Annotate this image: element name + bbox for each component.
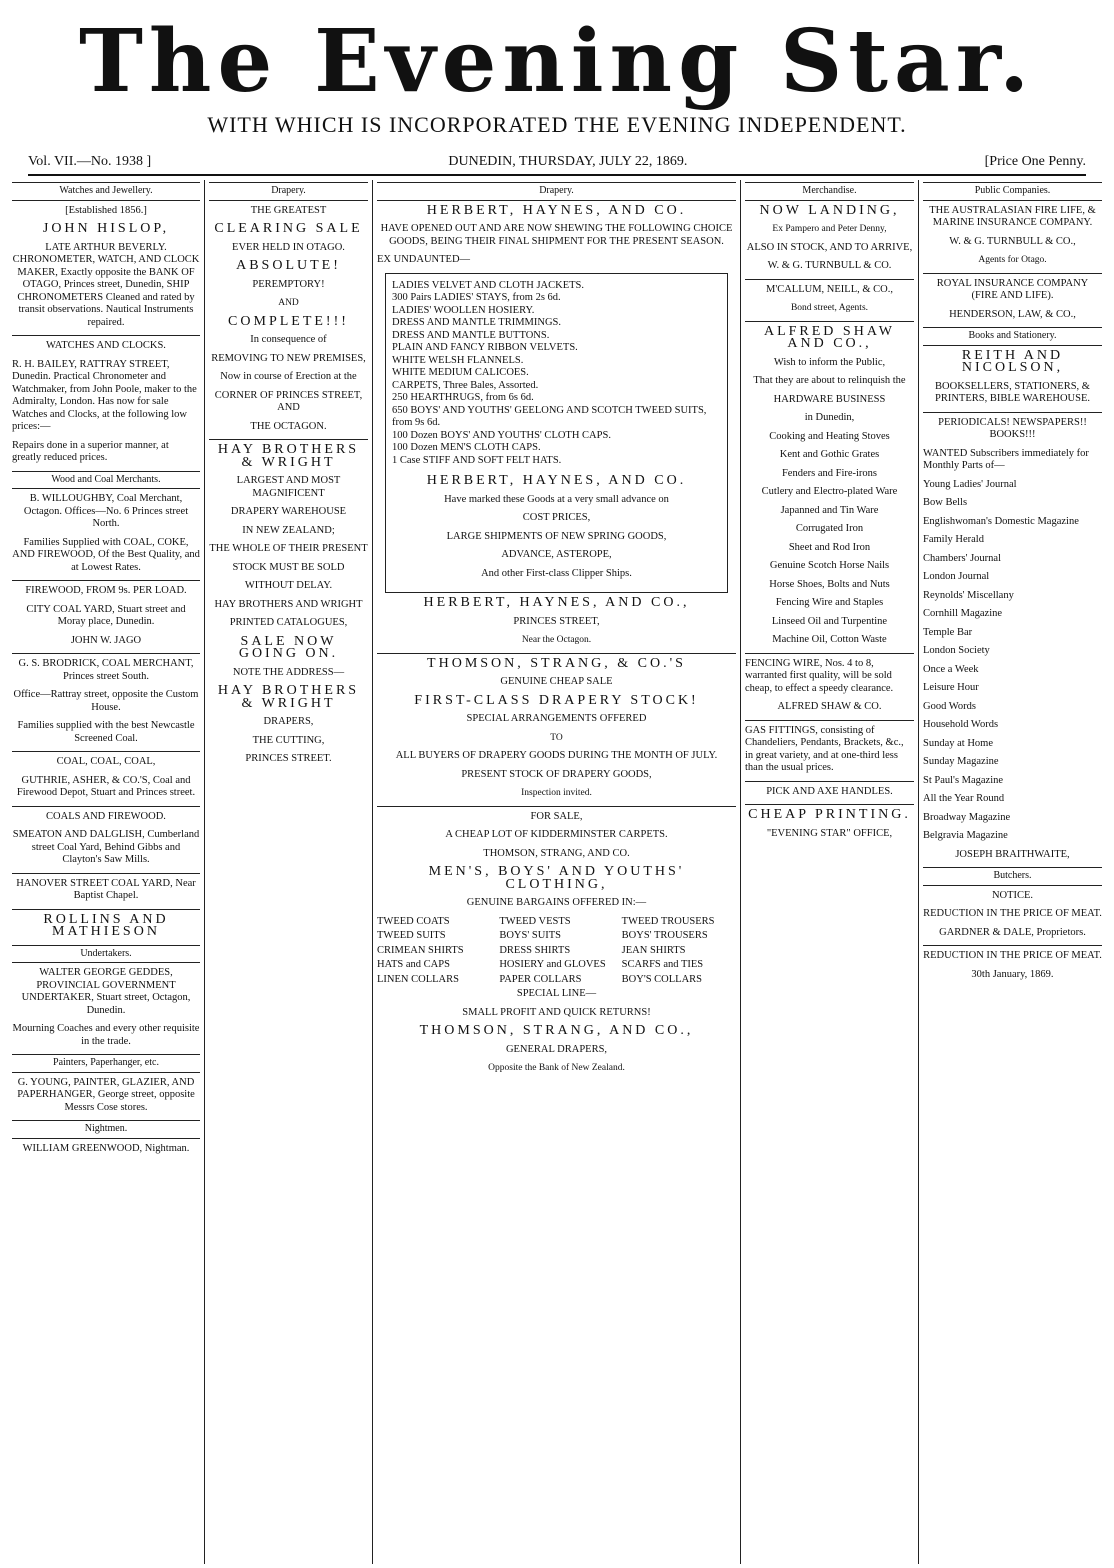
text-block: PEREMPTORY! xyxy=(252,278,325,290)
text-block: STOCK MUST BE SOLD xyxy=(232,561,345,573)
text-block: And other First-class Clipper Ships. xyxy=(481,567,632,579)
text-block: WILLIAM GREENWOOD, Nightman. xyxy=(22,1142,190,1154)
section-head: Books and Stationery. xyxy=(923,327,1102,346)
list-item: Horse Shoes, Bolts and Nuts xyxy=(769,578,890,590)
list-item: Young Ladies' Journal xyxy=(923,478,1017,490)
text-block: GENUINE BARGAINS OFFERED IN:— xyxy=(466,897,647,908)
bargain-item: PAPER COLLARS xyxy=(499,973,582,985)
list-item: 250 HEARTHRUGS, from 6s 6d. xyxy=(392,392,534,403)
divider xyxy=(745,279,914,280)
section-head: Painters, Paperhanger, etc. xyxy=(12,1054,200,1073)
advert-heading: HERBERT, HAYNES, AND CO. xyxy=(426,202,687,218)
text-block: THE CUTTING, xyxy=(252,734,325,746)
divider xyxy=(923,273,1102,274)
list-item: Sunday at Home xyxy=(923,737,993,749)
advert-heading: THOMSON, STRANG, AND CO., xyxy=(419,1023,694,1038)
text-block: ALFRED SHAW & CO. xyxy=(777,701,882,712)
text-block: Opposite the Bank of New Zealand. xyxy=(488,1063,625,1073)
list-item: Corrugated Iron xyxy=(795,523,864,534)
section-head: Wood and Coal Merchants. xyxy=(12,471,200,490)
text-block: LARGE SHIPMENTS OF NEW SPRING GOODS, xyxy=(446,530,667,542)
text-block: "EVENING STAR" OFFICE, xyxy=(766,827,893,839)
bargain-item: LINEN COLLARS xyxy=(377,973,459,985)
advert-heading: ABSOLUTE! xyxy=(236,258,341,273)
text-block: COST PRICES, xyxy=(522,512,591,523)
text-block: Mourning Coaches and every other requisite in the trade. xyxy=(12,1023,200,1047)
text-block: SPECIAL LINE— xyxy=(516,988,597,999)
text-block: BOOKSELLERS, STATIONERS, & PRINTERS, BIBLE WAREHOUSE. xyxy=(935,380,1090,404)
text-block: REDUCTION IN THE PRICE OF MEAT. xyxy=(923,950,1102,961)
text-block: COAL, COAL, COAL, xyxy=(56,756,156,767)
text-block: PRESENT STOCK OF DRAPERY GOODS, xyxy=(461,768,652,780)
bargain-item: BOYS' TROUSERS xyxy=(621,930,708,941)
list-item: St Paul's Magazine xyxy=(923,774,1004,786)
column-3 xyxy=(372,180,740,1564)
text-block: EVER HELD IN OTAGO. xyxy=(232,241,345,253)
list-item: DRESS AND MANTLE BUTTONS. xyxy=(392,329,550,341)
text-block: 30th January, 1869. xyxy=(971,968,1054,980)
text-block: ROYAL INSURANCE COMPANY (FIRE AND LIFE). xyxy=(936,277,1089,301)
list-item: Cornhill Magazine xyxy=(923,608,1003,619)
price: [Price One Penny. xyxy=(984,154,1086,169)
text-block: THOMSON, STRANG, AND CO. xyxy=(483,847,630,859)
text-block: HANOVER STREET COAL YARD, Near Baptist Chapel. xyxy=(16,877,196,901)
text-block: HARDWARE BUSINESS xyxy=(773,393,886,405)
advert-heading: REITH AND NICOLSON, xyxy=(961,347,1064,375)
list-item: PLAIN AND FANCY RIBBON VELVETS. xyxy=(392,342,578,353)
volume-number: Vol. VII.—No. 1938 ] xyxy=(28,154,152,169)
text-block: CITY COAL YARD, Stuart street and Moray place, Dunedin. xyxy=(26,603,186,627)
text-block: In consequence of xyxy=(250,334,327,345)
text-block: That they are about to relinquish the xyxy=(753,375,906,386)
advert-heading: SALE NOW GOING ON. xyxy=(238,633,339,661)
text-block: PICK AND AXE HANDLES. xyxy=(766,785,893,797)
divider xyxy=(745,321,914,322)
section-head: Public Companies. xyxy=(923,182,1102,201)
list-item: Genuine Scotch Horse Nails xyxy=(769,560,890,571)
text-block: B. WILLOUGHBY, Coal Merchant, Octagon. Offices—No. 6 Princes street North. xyxy=(23,493,189,529)
text-block: Bond street, Agents. xyxy=(790,303,869,313)
divider xyxy=(209,439,368,440)
text-block: GARDNER & DALE, Proprietors. xyxy=(939,926,1086,938)
text-block: WITHOUT DELAY. xyxy=(244,580,333,591)
advert-heading: HERBERT, HAYNES, AND CO., xyxy=(423,595,690,610)
text-block: THE WHOLE OF THEIR PRESENT xyxy=(209,543,368,554)
advert-heading: CLEARING SALE xyxy=(214,221,363,236)
text-block: GENERAL DRAPERS, xyxy=(505,1043,608,1055)
list-item: Japanned and Tin Ware xyxy=(780,504,879,516)
text-block: Near the Octagon. xyxy=(521,635,592,645)
text-block: COALS AND FIREWOOD. xyxy=(46,810,166,822)
section-head: Butchers. xyxy=(923,867,1102,886)
list-item: Bow Bells xyxy=(923,497,968,508)
text-block: Repairs done in a superior manner, at greatly reduced prices. xyxy=(12,439,169,463)
newspaper-subtitle: WITH WHICH IS INCORPORATED THE EVENING INDEPENDENT. xyxy=(207,112,907,137)
masthead-meta xyxy=(28,148,1086,176)
text-block: REDUCTION IN THE PRICE OF MEAT. xyxy=(923,908,1102,919)
advert-heading: JOHN HISLOP, xyxy=(42,221,170,236)
section-head: Nightmen. xyxy=(12,1120,200,1139)
text-block: JOSEPH BRAITHWAITE, xyxy=(955,848,1070,860)
text-block: FOR SALE, xyxy=(530,810,583,822)
advert-heading: HERBERT, HAYNES, AND CO. xyxy=(426,473,687,488)
advert-heading: ALFRED SHAW AND CO., xyxy=(763,323,896,351)
text-block: REMOVING TO NEW PREMISES, xyxy=(211,352,366,364)
text-block: G. S. BRODRICK, COAL MERCHANT, Princes street South. xyxy=(18,658,194,682)
list-item: Machine Oil, Cotton Waste xyxy=(772,634,887,645)
list-item: 1 Case STIFF AND SOFT FELT HATS. xyxy=(392,454,562,466)
list-item: Englishwoman's Domestic Magazine xyxy=(923,515,1079,527)
text-block: SMEATON AND DALGLISH, Cumberland street Coal Yard, Behind Gibbs and Clayton's Saw Mills. xyxy=(12,829,200,865)
bargain-item: JEAN SHIRTS xyxy=(621,944,686,956)
list-item: 100 Dozen MEN'S CLOTH CAPS. xyxy=(392,442,541,453)
list-item: Once a Week xyxy=(923,663,979,675)
bargain-item: BOY'S COLLARS xyxy=(621,973,703,985)
text-block: R. H. BAILEY, RATTRAY STREET, Dunedin. Practical Chronometer and Watchmaker, from John Poole, maker to the Admiralty, London. Has now for sale Watches and Clocks, at the following low prices:— xyxy=(12,358,197,432)
list-item: Cooking and Heating Stoves xyxy=(769,430,890,442)
newspaper-title: The Evening Star. xyxy=(78,11,1036,112)
text-block: A CHEAP LOT OF KIDDERMINSTER CARPETS. xyxy=(445,829,668,840)
list-item: 300 Pairs LADIES' STAYS, from 2s 6d. xyxy=(392,292,561,303)
text-block: HAVE OPENED OUT AND ARE NOW SHEWING THE FOLLOWING CHOICE GOODS, BEING THEIR FINAL SHIPMENT FOR THE PRESENT SEASON. xyxy=(380,223,733,247)
text-block: DRAPERY WAREHOUSE xyxy=(230,506,347,517)
advert-heading: FIRST-CLASS DRAPERY STOCK! xyxy=(414,692,699,708)
text-block: FENCING WIRE, Nos. 4 to 8, warranted first quality, will be sold cheap, to effect a speedy clearance. xyxy=(745,657,894,694)
text-block: Inspection invited. xyxy=(521,788,592,798)
list-item: Fenders and Fire-irons xyxy=(781,467,878,479)
bargain-item: TWEED VESTS xyxy=(499,915,571,927)
list-item: Sunday Magazine xyxy=(923,756,999,767)
text-block: IN NEW ZEALAND; xyxy=(242,524,335,536)
section-head: Watches and Jewellery. xyxy=(12,182,200,201)
divider xyxy=(12,335,200,336)
divider xyxy=(377,806,736,807)
bargain-item: TWEED SUITS xyxy=(377,930,446,941)
text-block: THE OCTAGON. xyxy=(250,420,327,432)
text-block: W. & G. TURNBULL & CO., xyxy=(949,235,1076,247)
column-4 xyxy=(740,180,918,1564)
list-item: Leisure Hour xyxy=(923,682,979,693)
column-5 xyxy=(918,180,1106,1564)
list-item: WHITE MEDIUM CALICOES. xyxy=(392,367,529,378)
text-block: in Dunedin, xyxy=(804,412,855,423)
text-block: GENUINE CHEAP SALE xyxy=(500,676,613,687)
text-block: GAS FITTINGS, consisting of Chandeliers, Pendants, Brackets, &c., in great variety, and at one-third less than the usual prices. xyxy=(745,724,904,773)
text-block: Now in course of Erection at the xyxy=(220,371,357,382)
text-block: WANTED Subscribers immediately for Monthly Parts of— xyxy=(923,447,1089,471)
list-item: Household Words xyxy=(923,719,999,730)
advert-heading: ROLLINS AND MATHIESON xyxy=(43,911,169,939)
text-block: PRINCES STREET. xyxy=(245,753,332,764)
list-item: Cutlery and Electro-plated Ware xyxy=(761,486,898,497)
list-item: LADIES' WOOLLEN HOSIERY. xyxy=(392,304,535,316)
text-block: Ex Pampero and Peter Denny, xyxy=(772,224,887,234)
column-2 xyxy=(204,180,372,1564)
section-head: Drapery. xyxy=(377,182,736,201)
text-block: SMALL PROFIT AND QUICK RETURNS! xyxy=(462,1006,651,1018)
bargain-item: TWEED COATS xyxy=(377,915,450,927)
list-item: Kent and Gothic Grates xyxy=(779,449,880,460)
list-item: Sheet and Rod Iron xyxy=(788,541,871,553)
divider xyxy=(923,412,1102,413)
list-item: Linseed Oil and Turpentine xyxy=(771,615,888,627)
advert-heading: MEN'S, BOYS' AND YOUTHS' CLOTHING, xyxy=(428,864,685,892)
list-item: Fencing Wire and Staples xyxy=(775,597,884,608)
text-block: THE GREATEST xyxy=(250,204,327,216)
bargain-item: CRIMEAN SHIRTS xyxy=(377,944,464,956)
text-block: G. YOUNG, PAINTER, GLAZIER, AND PAPERHANGER, George street, opposite Messrs Cose stores. xyxy=(17,1076,195,1113)
divider xyxy=(12,751,200,752)
divider xyxy=(745,720,914,721)
bargain-item: TWEED TROUSERS xyxy=(621,915,715,927)
advert-heading: CHEAP PRINTING. xyxy=(748,807,911,822)
text-block: PRINTED CATALOGUES, xyxy=(229,617,348,628)
list-item: 100 Dozen BOYS' AND YOUTHS' CLOTH CAPS. xyxy=(392,429,611,441)
text-block: WATCHES AND CLOCKS. xyxy=(46,340,166,351)
section-head: Drapery. xyxy=(209,182,368,201)
list-item: Broadway Magazine xyxy=(923,811,1011,823)
text-block: LATE ARTHUR BEVERLY. CHRONOMETER, WATCH, AND CLOCK MAKER, Exactly opposite the BANK OF OTAGO, Princes street, Dunedin, SHIP CHRONOMETERS Cleaned and rated by transit observations. Nautical Instruments repaired. xyxy=(12,241,200,328)
divider xyxy=(12,873,200,874)
text-block: SPECIAL ARRANGEMENTS OFFERED xyxy=(466,713,647,724)
bargain-item: DRESS SHIRTS xyxy=(499,944,571,956)
text-block: FIREWOOD, FROM 9s. PER LOAD. xyxy=(25,585,187,596)
advert-heading: HAY BROTHERS & WRIGHT xyxy=(217,683,360,711)
text-block: THE AUSTRALASIAN FIRE LIFE, & MARINE INSURANCE COMPANY. xyxy=(929,204,1096,228)
divider xyxy=(12,653,200,654)
divider xyxy=(12,580,200,581)
bargains-grid xyxy=(377,916,736,987)
columns xyxy=(8,180,1106,1564)
text-block: PERIODICALS! NEWSPAPERS!! BOOKS!!! xyxy=(938,416,1087,440)
bargain-item: HOSIERY and GLOVES xyxy=(499,959,606,970)
list-item: 650 BOYS' AND YOUTHS' GEELONG AND SCOTCH TWEED SUITS, from 9s 6d. xyxy=(392,404,707,428)
text-block: PRINCES STREET, xyxy=(513,615,600,627)
text-block: EX UNDAUNTED— xyxy=(377,254,471,265)
divider xyxy=(745,804,914,805)
bargain-item: BOYS' SUITS xyxy=(499,930,562,941)
list-item: DRESS AND MANTLE TRIMMINGS. xyxy=(392,317,561,328)
text-block: Office—Rattray street, opposite the Custom House. xyxy=(13,689,199,713)
column-1 xyxy=(8,180,204,1564)
divider xyxy=(745,653,914,654)
dateline: DUNEDIN, THURSDAY, JULY 22, 1869. xyxy=(448,154,688,169)
text-block: NOTICE. xyxy=(991,889,1034,901)
text-block: ADVANCE, ASTEROPE, xyxy=(501,549,612,560)
list-item: Temple Bar xyxy=(923,626,973,638)
text-block: M'CALLUM, NEILL, & CO., xyxy=(765,283,893,295)
text-block: W. & G. TURNBULL & CO. xyxy=(767,260,892,271)
divider xyxy=(377,653,736,654)
advert-heading: COMPLETE!!! xyxy=(228,313,349,329)
list-item: London Society xyxy=(923,645,990,656)
text-block: AND xyxy=(278,298,299,308)
divider xyxy=(745,781,914,782)
text-block: WALTER GEORGE GEDDES, PROVINCIAL GOVERNMENT UNDERTAKER, Stuart street, Octagon, Dunedin. xyxy=(21,967,191,1016)
text-block: DRAPERS, xyxy=(263,716,314,727)
text-block: JOHN W. JAGO xyxy=(70,634,142,646)
text-block: GUTHRIE, ASHER, & CO.'S, Coal and Firewood Depot, Stuart and Princes street. xyxy=(16,774,196,798)
text-block: Families Supplied with COAL, COKE, AND FIREWOOD, Of the Best Quality, and at Lowest Rates. xyxy=(12,536,200,573)
advert-heading: NOW LANDING, xyxy=(759,202,900,218)
text-block: CORNER OF PRINCES STREET, AND xyxy=(214,389,363,413)
text-block: LARGEST AND MOST MAGNIFICENT xyxy=(236,475,341,499)
text-block: Have marked these Goods at a very small advance on xyxy=(444,493,669,505)
masthead xyxy=(0,0,1114,178)
text-block: ALL BUYERS OF DRAPERY GOODS DURING THE MONTH OF JULY. xyxy=(395,750,718,761)
text-block: [Established 1856.] xyxy=(65,204,147,216)
list-item: LADIES VELVET AND CLOTH JACKETS. xyxy=(392,279,585,291)
herbert-haynes-item-box xyxy=(385,273,728,594)
text-block: TO xyxy=(550,732,563,743)
text-block: Families supplied with the best Newcastle Screened Coal. xyxy=(17,720,195,744)
divider xyxy=(923,945,1102,946)
list-item: Chambers' Journal xyxy=(923,552,1002,564)
list-item: All the Year Round xyxy=(923,793,1005,804)
advert-heading: HAY BROTHERS & WRIGHT xyxy=(217,442,360,470)
text-block: HENDERSON, LAW, & CO., xyxy=(949,308,1076,320)
text-block: HAY BROTHERS AND WRIGHT xyxy=(214,598,363,610)
list-item: London Journal xyxy=(923,571,990,582)
list-item: CARPETS, Three Bales, Assorted. xyxy=(392,379,539,391)
bargain-item: SCARFS and TIES xyxy=(621,959,704,970)
list-item: Family Herald xyxy=(923,534,984,545)
text-block: Agents for Otago. xyxy=(978,255,1047,265)
list-item: WHITE WELSH FLANNELS. xyxy=(392,354,524,366)
section-head: Undertakers. xyxy=(12,945,200,964)
text-block: NOTE THE ADDRESS— xyxy=(232,666,345,678)
bargain-item: HATS and CAPS xyxy=(377,959,450,970)
text-block: ALSO IN STOCK, AND TO ARRIVE, xyxy=(746,241,913,253)
list-item: Reynolds' Miscellany xyxy=(923,589,1014,601)
text-block: Wish to inform the Public, xyxy=(773,356,886,368)
section-head: Merchandise. xyxy=(745,182,914,201)
divider xyxy=(12,806,200,807)
list-item: Belgravia Magazine xyxy=(923,830,1008,841)
advert-heading: THOMSON, STRANG, & CO.'S xyxy=(427,655,686,671)
divider xyxy=(12,909,200,910)
list-item: Good Words xyxy=(923,700,976,712)
